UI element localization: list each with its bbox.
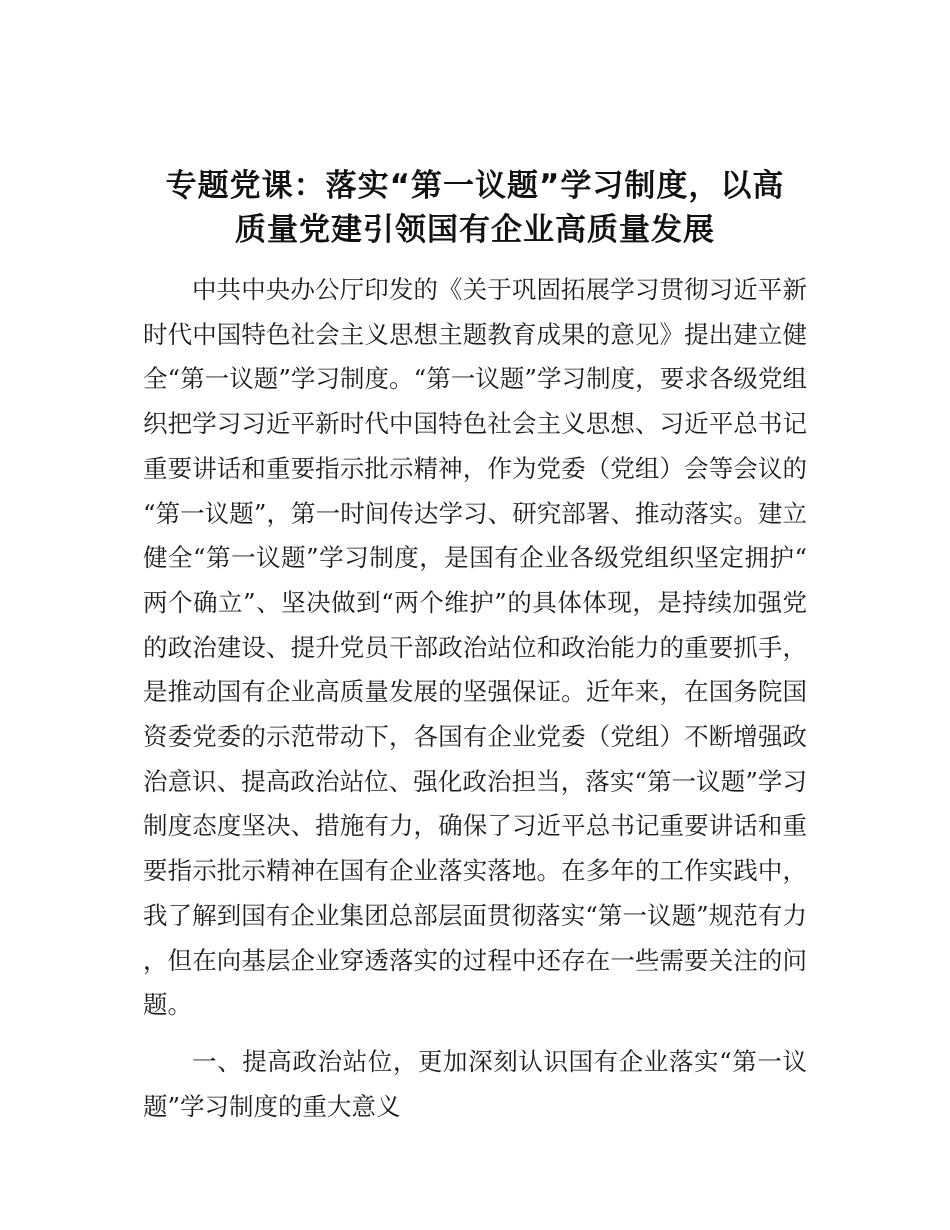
document-title <box>130 164 820 252</box>
title-line-2: 质量党建引领国有企业高质量发展 <box>235 212 715 248</box>
document-body <box>143 268 807 1129</box>
section-heading-1: 一、提高政治站位，更加深刻认识国有企业落实“第一议题”学习制度的重大意义 <box>143 1046 807 1121</box>
body-paragraph-intro: 中共中央办公厅印发的《关于巩固拓展学习贯彻习近平新时代中国特色社会主义思想主题教育成果的意见》提出建立健全“第一议题”学习制度。“第一议题”学习制度，要求各级党组织把学习习近平新时代中国特色社会主义思想、习近平总书记重要讲话和重要指示批示精神，作为党委（党组）会等会议的“第一议题”，第一时间传达学习、研究部署、推动落实。建立健全“第一议题”学习制度，是国有企业各级党组织坚定拥护“两个确立”、坚决做到“两个维护”的具体体现，是持续加强党的政治建设、提升党员干部政治站位和政治能力的重要抓手，是推动国有企业高质量发展的坚强保证。近年来，在国务院国资委党委的示范带动下，各国有企业党委（党组）不断增强政治意识、提高政治站位、强化政治担当，落实“第一议题”学习制度态度坚决、措施有力，确保了习近平总书记重要讲话和重要指示批示精神在国有企业落实落地。在多年的工作实践中，我了解到国有企业集团总部层面贯彻落实“第一议题”规范有力，但在向基层企业穿透落实的过程中还存在一些需要关注的问题。 <box>143 275 807 1020</box>
title-line-1: 专题党课：落实“第一议题”学习制度，以高 <box>165 168 785 204</box>
